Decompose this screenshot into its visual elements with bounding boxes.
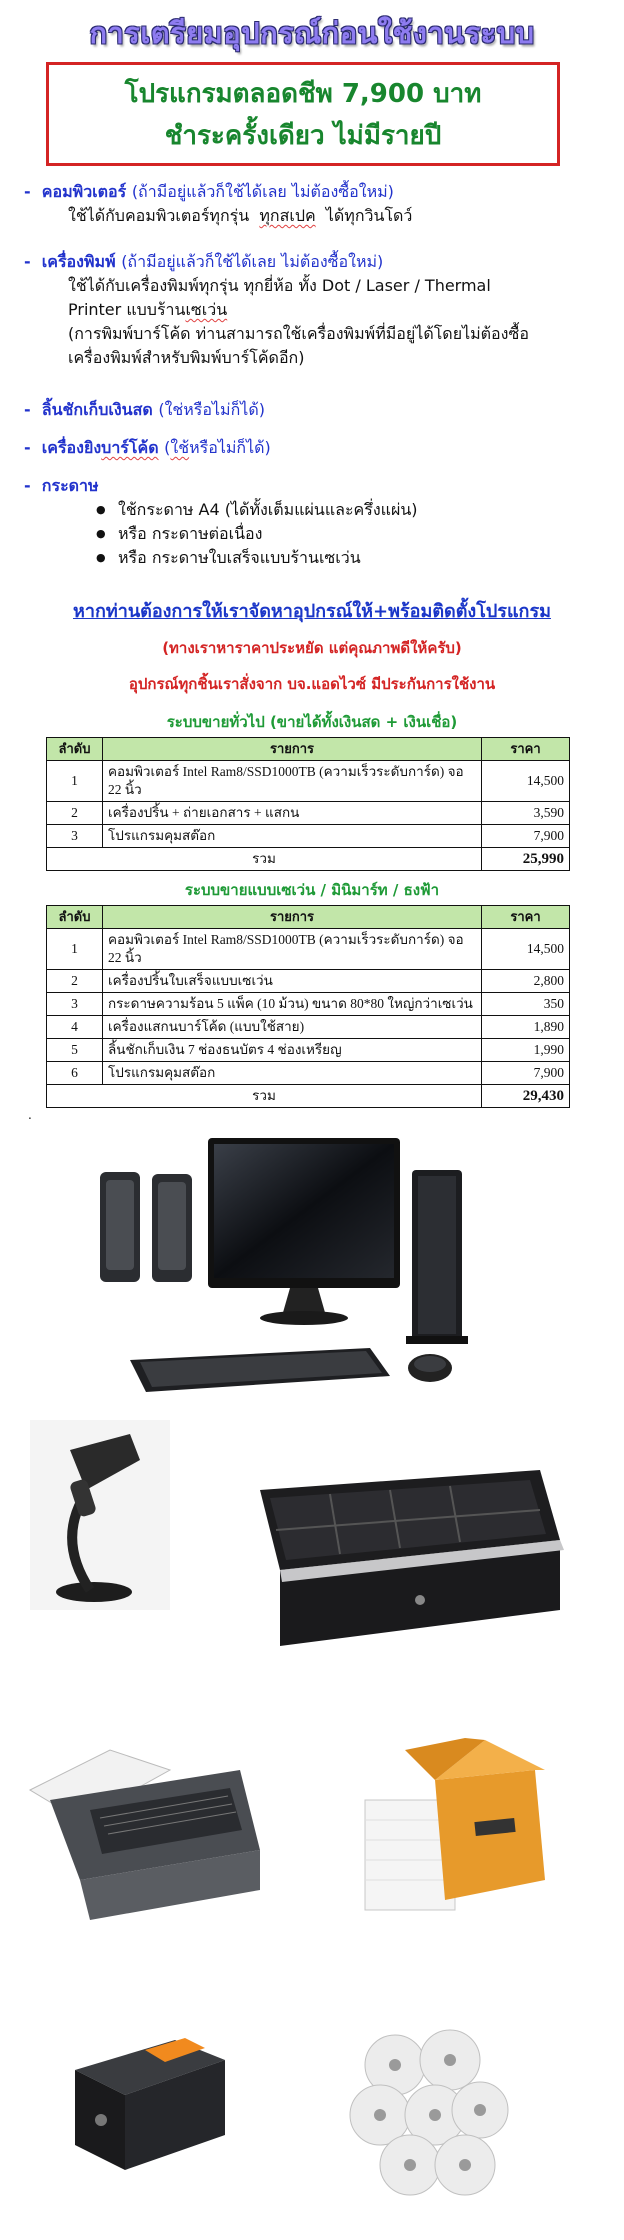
- printer-desc-3: (การพิมพ์บาร์โค้ด ท่านสามารถใช้เครื่องพิมพ์ที่มีอยู่ได้โดยไม่ต้องซื้อ: [68, 324, 529, 343]
- computer-title: คอมพิวเตอร์: [41, 182, 127, 201]
- row-item: คอมพิวเตอร์ Intel Ram8/SSD1000TB (ความเร็วระดับการ์ด) จอ 22 นิ้ว: [103, 761, 482, 802]
- price-note: (ทางเราหาราคาประหยัด แต่คุณภาพดีให้ครับ): [162, 639, 462, 657]
- row-price: 7,900: [482, 825, 570, 848]
- table-row: [47, 1062, 570, 1085]
- table-total-row: [47, 1085, 570, 1108]
- row-item: โปรแกรมคุมสต๊อก: [103, 825, 482, 848]
- paper-item-text: หรือ กระดาษใบเสร็จแบบร้านเซเว่น: [118, 548, 361, 567]
- table-row: [47, 993, 570, 1016]
- computer-section: - คอมพิวเตอร์ (ถ้ามีอยู่แล้วก็ใช้ได้เลย ไม่ต้องซื้อใหม่) ใช้ได้กับคอมพิวเตอร์ทุกรุ่น ทุกสเปค ได้ทุกวินโดว์: [24, 182, 413, 225]
- paper-list: [24, 498, 604, 570]
- table-row: [47, 1039, 570, 1062]
- scanner-title-b: บาร์โค้ด: [101, 438, 159, 457]
- cash-drawer-title: ลิ้นชักเก็บเงินสด: [41, 400, 153, 419]
- total-label: รวม: [47, 1085, 482, 1108]
- cash-drawer-photo: [220, 1450, 580, 1650]
- row-item: กระดาษความร้อน 5 แพ็ค (10 ม้วน) ขนาด 80*80 ใหญ่กว่าเซเว่น: [103, 993, 482, 1016]
- row-price: 7,900: [482, 1062, 570, 1085]
- table-header-row: [47, 906, 570, 929]
- row-price: 14,500: [482, 929, 570, 970]
- paper-item: [96, 546, 604, 570]
- row-no: 4: [47, 1016, 103, 1039]
- cash-drawer-section: - ลิ้นชักเก็บเงินสด (ใช่หรือไม่ก็ได้): [24, 400, 265, 419]
- printer-hint: (ถ้ามีอยู่แล้วก็ใช้ได้เลย ไม่ต้องซื้อใหม่): [121, 252, 384, 271]
- row-price: 14,500: [482, 761, 570, 802]
- total-value: 25,990: [482, 848, 570, 871]
- paper-item: ● หรือ กระดาษต่อเนื่อง: [96, 522, 604, 546]
- computer-desc-b: ทุกสเปค: [259, 206, 316, 225]
- thermal-paper-rolls-photo: [340, 2020, 510, 2200]
- row-price: 1,990: [482, 1039, 570, 1062]
- row-price: 1,890: [482, 1016, 570, 1039]
- row-no: 1: [47, 929, 103, 970]
- table-header-row: [47, 738, 570, 761]
- computer-hint: (ถ้ามีอยู่แล้วก็ใช้ได้เลย ไม่ต้องซื้อใหม่): [131, 182, 394, 201]
- row-item: เครื่องแสกนบาร์โค้ด (แบบใช้สาย): [103, 1016, 482, 1039]
- price-line-2: ชำระครั้งเดียว ไม่มีรายปี: [164, 121, 442, 151]
- table-row: [47, 970, 570, 993]
- continuous-paper-box-photo: [345, 1730, 560, 1920]
- row-no: 3: [47, 825, 103, 848]
- scanner-section: - เครื่องยิงบาร์โค้ด (ใช้หรือไม่ก็ได้): [24, 438, 271, 457]
- stray-dot: .: [28, 1108, 32, 1122]
- row-item: เครื่องปริ้นใบเสร็จแบบเซเว่น: [103, 970, 482, 993]
- row-no: 1: [47, 761, 103, 802]
- table-row: [47, 761, 570, 802]
- total-label: รวม: [47, 848, 482, 871]
- col-no: ลำดับ: [47, 906, 103, 929]
- seven-table: [46, 905, 570, 1108]
- computer-desc-c: ได้ทุกวินโดว์: [325, 206, 413, 225]
- computer-desc-a: ใช้ได้กับคอมพิวเตอร์ทุกรุ่น: [68, 206, 250, 225]
- row-price: 3,590: [482, 802, 570, 825]
- paper-title: กระดาษ: [41, 476, 99, 495]
- row-no: 3: [47, 993, 103, 1016]
- row-price: 350: [482, 993, 570, 1016]
- install-line: หากท่านต้องการให้เราจัดหาอุปกรณ์ให้+พร้อมติดตั้งโปรแกรม: [72, 601, 551, 622]
- scanner-hint-c: หรือไม่ก็ได้): [189, 438, 271, 457]
- row-no: 2: [47, 970, 103, 993]
- printer-desc-4: เครื่องพิมพ์สำหรับพิมพ์บาร์โค้ดอีก): [68, 348, 305, 367]
- dot-matrix-printer-photo: [20, 1730, 270, 1930]
- general-table-title: ระบบขายทั่วไป (ขายได้ทั้งเงินสด + เงินเชื่อ): [166, 713, 458, 731]
- table-row: [47, 825, 570, 848]
- table-row: [47, 802, 570, 825]
- col-no: ลำดับ: [47, 738, 103, 761]
- computer-set-photo: [90, 1130, 520, 1400]
- page-heading: การเตรียมอุปกรณ์ก่อนใช้งานระบบ: [89, 16, 535, 50]
- col-item: รายการ: [103, 906, 482, 929]
- table-row: [47, 929, 570, 970]
- general-table: [46, 737, 570, 871]
- col-price: ราคา: [482, 906, 570, 929]
- printer-desc-2a: Printer แบบร้าน: [68, 300, 186, 319]
- row-item: เครื่องปริ้น + ถ่ายเอกสาร + แสกน: [103, 802, 482, 825]
- printer-desc-1: ใช้ได้กับเครื่องพิมพ์ทุกรุ่น ทุกยี่ห้อ ทั้ง Dot / Laser / Thermal: [68, 276, 491, 295]
- printer-section: - เครื่องพิมพ์ (ถ้ามีอยู่แล้วก็ใช้ได้เลย ไม่ต้องซื้อใหม่) ใช้ได้กับเครื่องพิมพ์ทุกรุ่น ทุกยี่ห้อ ทั้ง Dot / Laser / Thermal Printer แบบร้านเซเว่น (การพิมพ์บาร์โค้ด ท่านสามารถใช้เครื่องพิมพ์ที่มีอยู่ได้โดยไม่ต้องซื้อ เครื่องพิมพ์สำหรับพิมพ์บาร์โค้ดอีก): [24, 250, 604, 370]
- cash-drawer-hint: (ใช่หรือไม่ก็ได้): [158, 400, 265, 419]
- row-item: คอมพิวเตอร์ Intel Ram8/SSD1000TB (ความเร็วระดับการ์ด) จอ 22 นิ้ว: [103, 929, 482, 970]
- scanner-hint-b: ใช้: [170, 438, 190, 457]
- row-price: 2,800: [482, 970, 570, 993]
- printer-desc-2b: เซเว่น: [185, 300, 228, 319]
- table-row: [47, 1016, 570, 1039]
- col-item: รายการ: [103, 738, 482, 761]
- row-no: 2: [47, 802, 103, 825]
- barcode-scanner-photo: [30, 1420, 170, 1610]
- scanner-hint-a: (: [164, 438, 171, 457]
- scanner-title-a: เครื่องยิง: [41, 438, 102, 457]
- receipt-printer-photo: [55, 2020, 235, 2180]
- paper-section: - กระดาษ ● ใช้กระดาษ A4 (ได้ทั้งเต็มแผ่นและครึ่งแผ่น) ● หรือ กระดาษต่อเนื่อง ● หรือ กระดาษใบเสร็จแบบร้านเซเว่น: [24, 474, 604, 570]
- total-value: 29,430: [482, 1085, 570, 1108]
- price-box: [46, 62, 560, 166]
- row-item: ลิ้นชักเก็บเงิน 7 ช่องธนบัตร 4 ช่องเหรียญ: [103, 1039, 482, 1062]
- row-no: 5: [47, 1039, 103, 1062]
- price-line-1: โปรแกรมตลอดชีพ 7,900 บาท: [124, 79, 482, 109]
- col-price: ราคา: [482, 738, 570, 761]
- row-no: 6: [47, 1062, 103, 1085]
- paper-item: ● ใช้กระดาษ A4 (ได้ทั้งเต็มแผ่นและครึ่งแผ่น): [96, 498, 604, 522]
- row-item: โปรแกรมคุมสต๊อก: [103, 1062, 482, 1085]
- table-total-row: [47, 848, 570, 871]
- printer-title: เครื่องพิมพ์: [41, 252, 116, 271]
- seven-table-title: ระบบขายแบบเซเว่น / มินิมาร์ท / ธงฟ้า: [184, 881, 440, 899]
- warranty-note: อุปกรณ์ทุกชิ้นเราสั่งจาก บจ.แอดไวซ์ มีประกันการใช้งาน: [128, 675, 496, 693]
